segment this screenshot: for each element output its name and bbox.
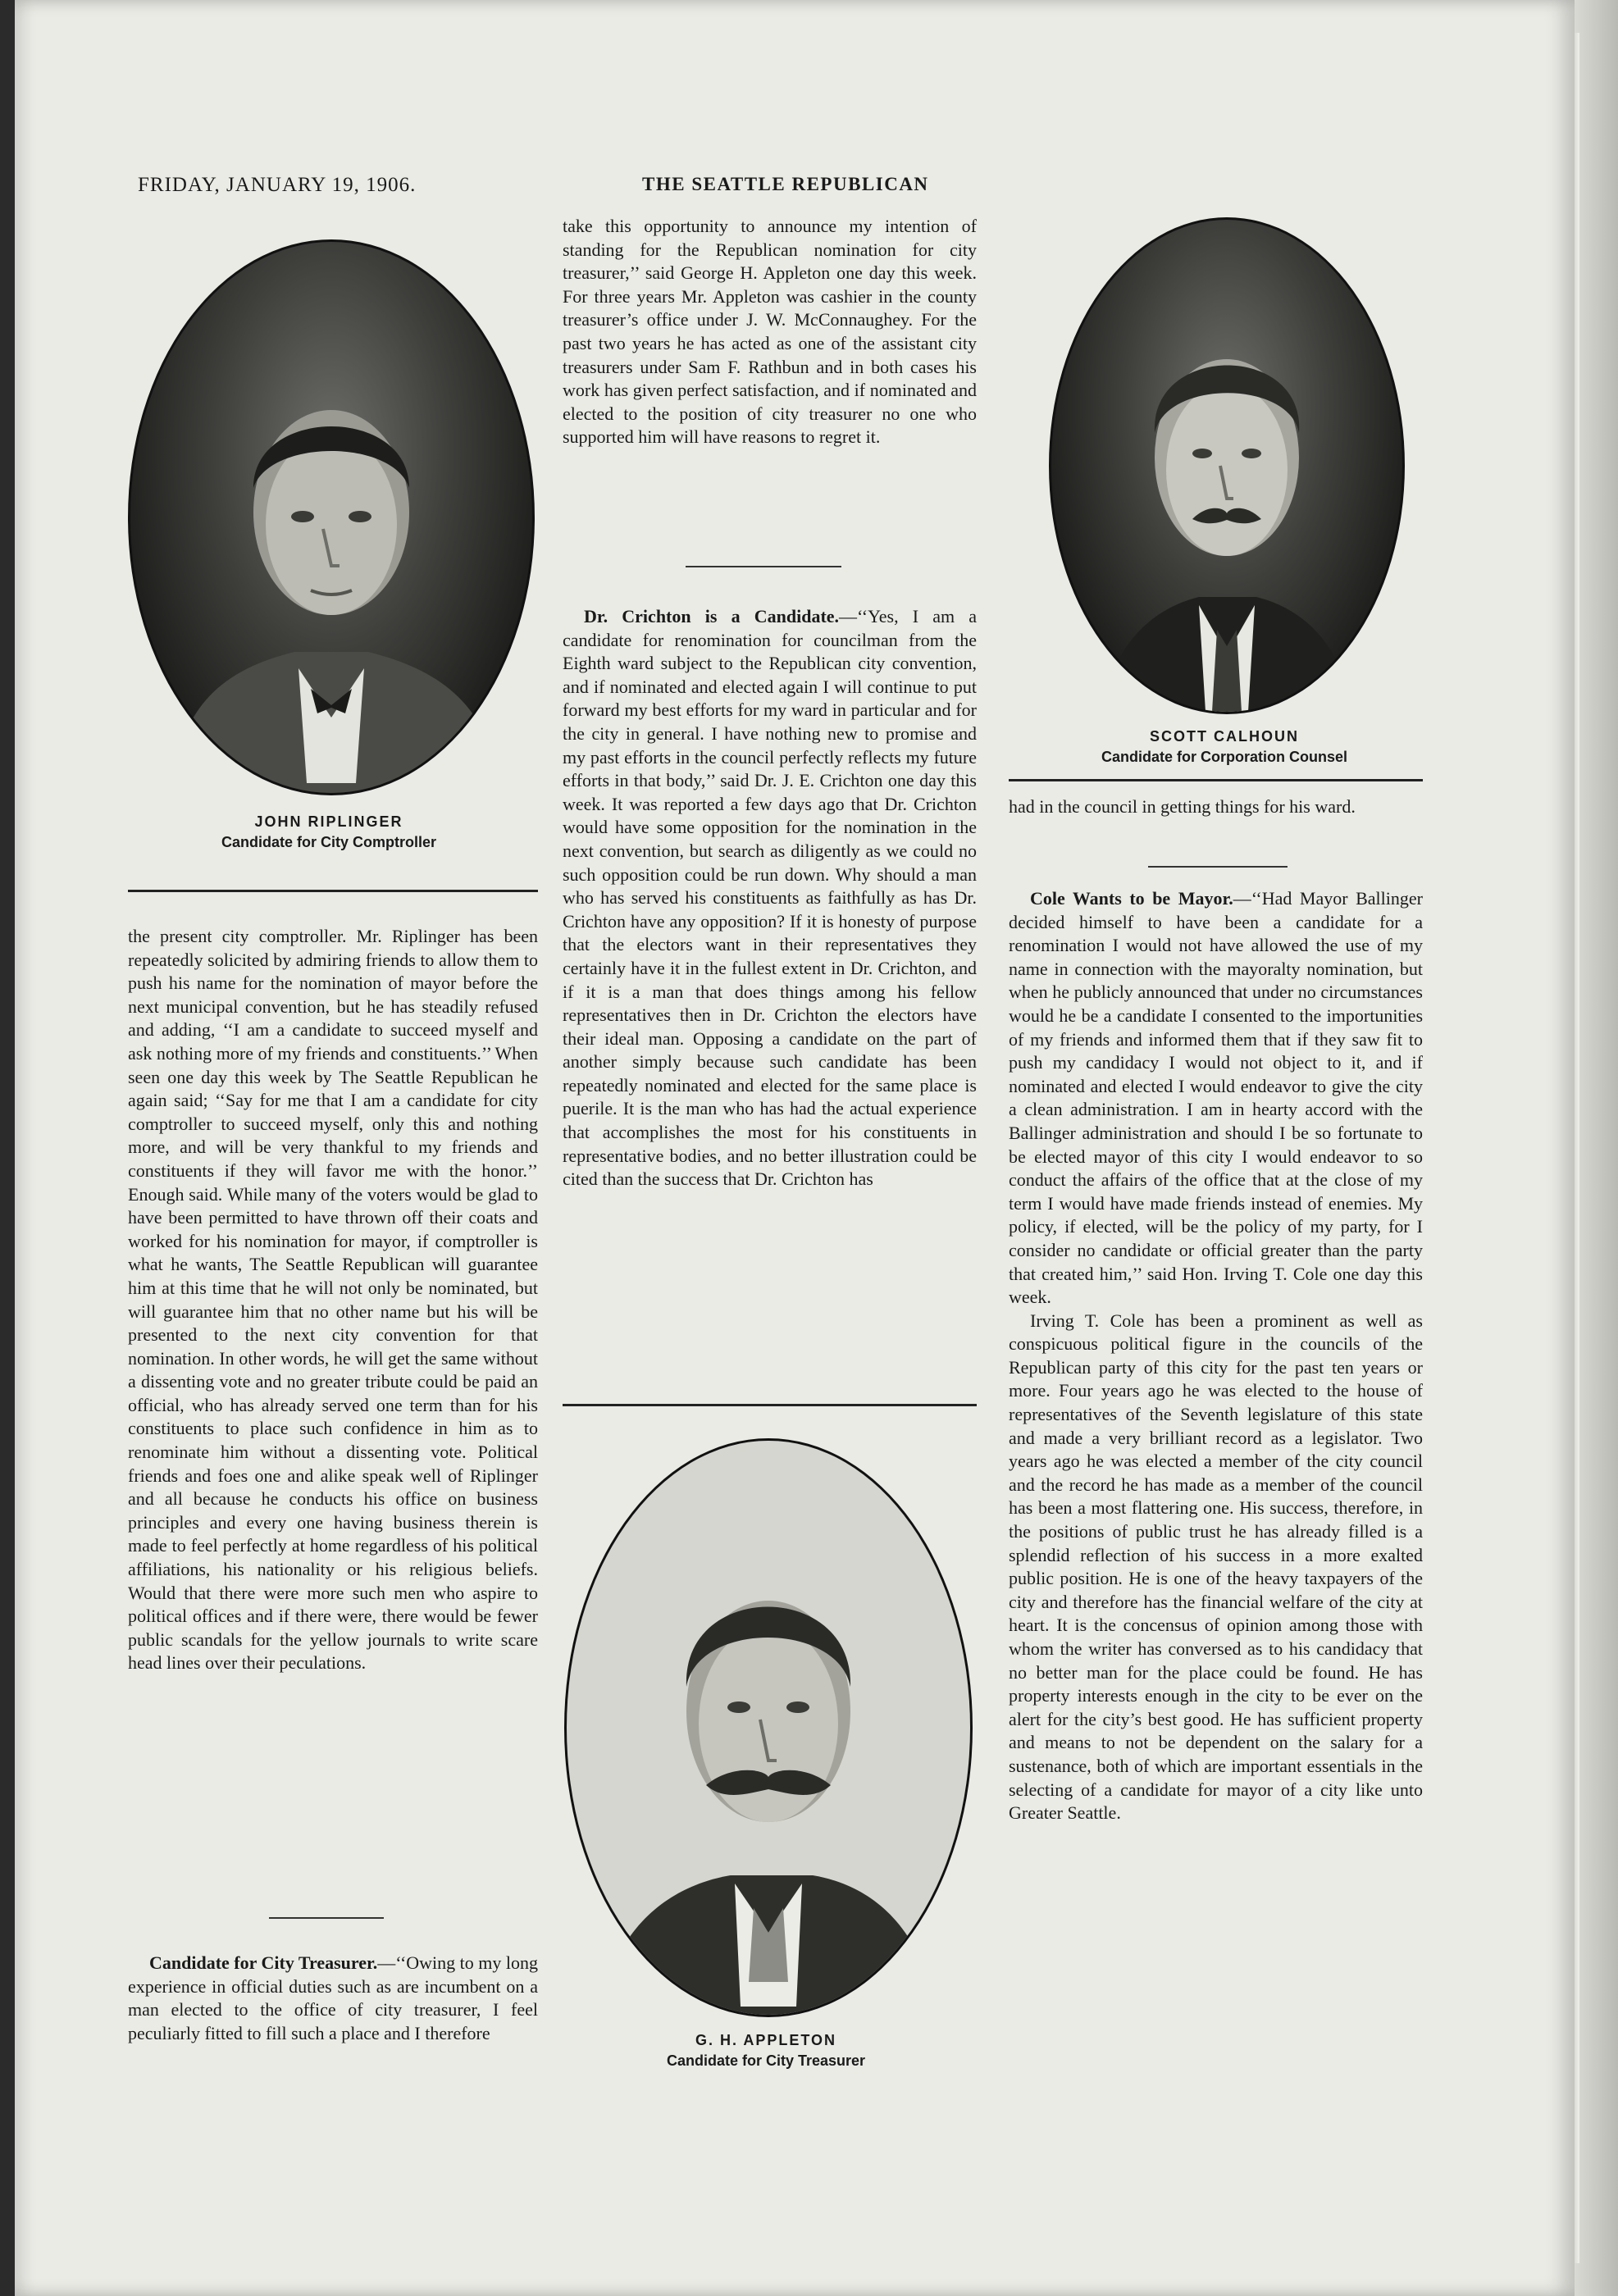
article-headline: Cole Wants to be Mayor. [1030,888,1233,909]
article-crichton [563,605,977,1191]
article-treasurer [128,1952,538,2045]
article-crichton-continued [1009,795,1423,819]
masthead: THE SEATTLE REPUBLICAN [642,174,929,194]
article-body: —‘‘Owing to my long experience in official duties such as are incumbent on a man elected to the office of city treasurer, I feel peculiarly fitted to fill such a place and I therefore [128,1952,539,2043]
article-body: Irving T. Cole has been a prominent as well as conspicuous political figure in the councils of the Republican party of this city for the past ten years or more. Four years ago he was elected to the house of representatives of the Seventh legislature of this state and made a very brilliant record as a legislator. Two years ago he was elected a member of the city council and the record he has made as a member of the council has been a most flattering one. His success, therefore, in the positions of public trust he has already filled is a splendid reflection of his success in a more exalted public position. He is one of the heavy taxpayers of the city and therefore has the financial welfare of the city at heart. It is the concensus of opinion among those with whom the writer has conversed as to his candidacy that no better man for the place could be found. He has property interests enough in the city to be ever on the alert for the city’s best good. He has sufficient property and means to not be dependent on the salary for a sustenance, both of which are important essentials in the selecting of a candidate for mayor of a city like unto Greater Seattle. [1009,1310,1423,1824]
caption-title: Candidate for City Comptroller [221,834,437,850]
section-divider [1148,866,1288,868]
article-body: —‘‘Yes, I am a candidate for renomination for councilman from the Eighth ward subject to the Republican city convention, and if nominated and elected again I will continue to put forward my best efforts for my ward in particular and for the city in general. I have nothing new to promise and my past efforts in the council perfectly reflects my future efforts in that body,’’ said Dr. J. E. Crichton one day this week. It was reported a few days ago that Dr. Crichton would have some opposition for the nomination in the next convention, but search as diligently as we could no such opposition could be run down. Why should a man who has served his constituents as faithfully as has Dr. Crichton have any opposition? If it is honesty of purpose that the electors want in their representatives they certainly have it in the fullest extent in Dr. Crichton, and if it is a man that does things among his fellow representatives then in Dr. Crichton the electors have their ideal man. Opposing a candidate on the part of another simply because such candidate has been repeatedly nominated and elected for the same place is puerile. It is the man who has had the actual experience that accomplishes the most for his constituents in representative bodies, and no better illustration could be cited than the success that Dr. Crichton has [563,606,978,1190]
article-cole [1009,887,1423,1825]
issue-date: FRIDAY, JANUARY 19, 1906. [138,174,417,196]
appleton-photo [567,1441,970,2015]
newspaper-page [15,0,1575,2296]
caption-title: Candidate for Corporation Counsel [1101,749,1347,765]
riplinger-photo [130,242,532,793]
article-body: had in the council in getting things for his ward. [1009,796,1356,817]
caption-name: SCOTT CALHOUN [1150,728,1299,745]
portrait-appleton [564,1438,973,2017]
caption-calhoun [1049,728,1400,766]
article-body: take this opportunity to announce my intention of standing for the Republican nomination for city treasurer,’’ said George H. Appleton one day this week. For three years Mr. Appleton was cashier in the county treasurer’s office under J. W. McConnaughey. For the past two years he has acted as one of the assistant city treasurers under Sam F. Rathbun and in both cases his work has given perfect satisfaction, and if nominated and elected to the position of city treasurer no one who supported him will have reasons to regret it. [563,216,977,448]
section-divider [269,1917,384,1919]
caption-title: Candidate for City Treasurer [666,2052,866,2069]
caption-name: G. H. APPLETON [695,2032,837,2048]
calhoun-photo [1051,220,1402,712]
article-treasurer-continued [563,215,977,449]
caption-riplinger [128,813,530,851]
column-rule [128,890,538,892]
section-divider [686,566,841,567]
article-headline: Candidate for City Treasurer. [149,1952,378,1973]
article-riplinger [128,925,538,1675]
portrait-riplinger [128,239,535,795]
column-rule [563,1404,977,1406]
caption-name: JOHN RIPLINGER [254,813,403,830]
caption-appleton [564,2032,968,2070]
article-body: the present city comptroller. Mr. Riplinger has been repeatedly solicited by admiring friends to allow them to push his name for the nomination of mayor before the next municipal convention, but he has steadily refused and adding, ‘‘I am a candidate to succeed myself and ask nothing more of my friends and constituents.’’ When seen one day this week by The Seattle Republican he again said; ‘‘Say for me that I am a candidate for city comptroller to succeed myself, only this and nothing more, and will be very thankful to my friends and constituents if they will favor me with the honor.’’ Enough said. While many of the voters would be glad to have been permitted to have thrown off their coats and worked for his nomination for mayor, if comptroller is what he wants, The Seattle Republican will guarantee him at this time that he will not only be nominated, but will guarantee him that no other name but his will be presented to the next city convention for that nomination. In other words, he will get the same without a dissenting vote and no greater tribute could be paid an official, who has already served one term than for his constituents to place such confidence in him as to renominate him without a dissenting vote. Political friends and foes one and alike speak well of Riplinger and all because he conducts his office on business principles and every one having business therein is made to feel perfectly at home regardless of his political affiliations, his nationality or his religious beliefs. Would that there were more such men who aspire to political offices and if there were, there would be fewer public scandals for the yellow journals to write scare head lines over their peculations. [128,926,538,1674]
article-body: —‘‘Had Mayor Ballinger decided himself to have been a candidate for a renomination I would not have allowed the use of my name in connection with the mayoralty nomination, but when he publicly announced that under no circumstances would he be a candidate I consented to the importunities of my friends and informed them that if they saw fit to push my candidacy I would not object to it, and if nominated and elected I would endeavor to give the city a clean administration. I am in hearty accord with the Ballinger administration and should I be so fortunate to be elected mayor of this city I would endeavor to so conduct the affairs of the office that at the close of my term I would have made friends instead of enemies. My policy, if elected, will be the policy of my party, for I consider no candidate or official greater than the party that created him,’’ said Hon. Irving T. Cole one day this week. [1009,888,1423,1308]
article-headline: Dr. Crichton is a Candidate. [584,606,840,626]
column-rule [1009,779,1423,781]
portrait-calhoun [1049,217,1405,714]
